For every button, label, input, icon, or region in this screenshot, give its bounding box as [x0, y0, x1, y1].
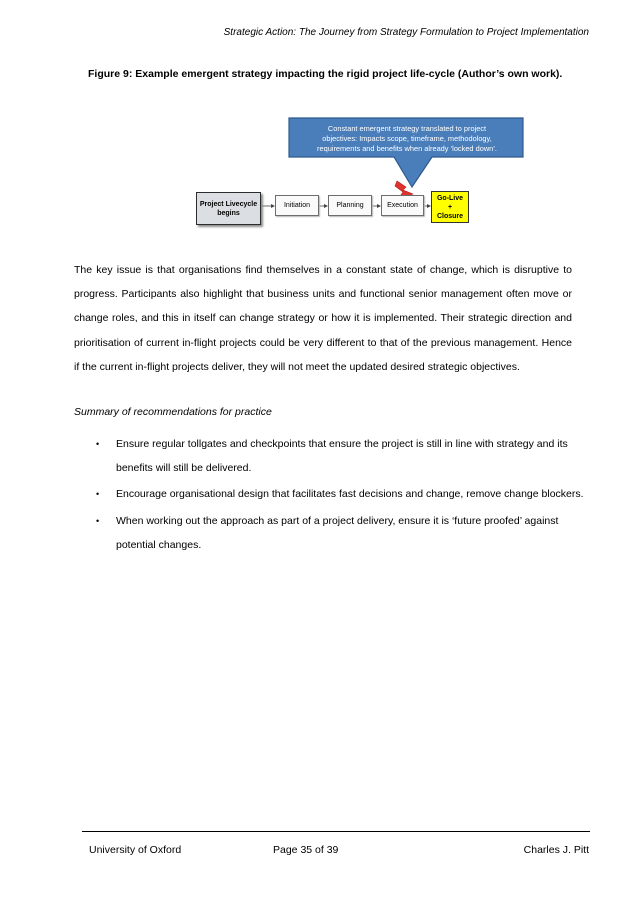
bullet-icon: •	[96, 439, 100, 449]
recommendation-text: Ensure regular tollgates and checkpoints that ensure the project is still in line with strategy and its benefits will still be delivered.	[116, 438, 568, 475]
summary-heading: Summary of recommendations for practice	[74, 406, 272, 418]
callout-line: requirements and benefits when already ‘locked down’.	[317, 144, 497, 153]
footer-divider	[82, 831, 590, 832]
bullet-icon: •	[96, 489, 100, 500]
list-item	[74, 432, 584, 480]
golive-line: +	[447, 203, 453, 211]
start-line: Project Livecycle	[199, 200, 258, 208]
stage-initiation: Initiation	[275, 195, 319, 216]
figure-caption: Figure 9: Example emergent strategy impacting the rigid project life-cycle (Author’s own work).	[88, 68, 563, 80]
golive-line: Go-Live	[436, 194, 464, 202]
list-item	[74, 482, 584, 506]
footer-institution: University of Oxford	[89, 844, 182, 856]
stage-execution: Execution	[381, 195, 424, 216]
running-header: Strategic Action: The Journey from Strategy Formulation to Project Implementation	[223, 27, 589, 38]
callout-line: objectives: Impacts scope, timeframe, methodology,	[322, 134, 492, 143]
bullet-icon: •	[96, 515, 100, 526]
list-item	[74, 509, 584, 557]
callout-text	[292, 124, 522, 154]
stage-planning: Planning	[328, 195, 372, 216]
start-line: begins	[217, 209, 240, 217]
footer-page-number: Page 35 of 39	[273, 844, 339, 856]
recommendation-text: When working out the approach as part of a project delivery, ensure it is ‘future proofed’ against potential changes.	[116, 514, 559, 551]
stage-golive-closure	[431, 191, 469, 223]
footer-author: Charles J. Pitt	[523, 844, 589, 856]
golive-line: Closure	[436, 212, 464, 220]
lifecycle-start-box	[196, 192, 261, 225]
callout-line: Constant emergent strategy translated to project	[327, 124, 487, 133]
body-paragraph: The key issue is that organisations find themselves in a constant state of change, which is disruptive to progress. Participants also highlight that business units and functional senior management often move or change roles, and this in itself can change strategy or how it is implemented. Their strategic direction and prioritisation of current in-flight projects could be very different to that of the previous management. Hence if the current in-flight projects deliver, they will not meet the updated desired strategic objectives.	[74, 264, 572, 373]
recommendations-list	[74, 432, 584, 559]
recommendation-text: Encourage organisational design that facilitates fast decisions and change, remove change blockers.	[116, 488, 584, 501]
